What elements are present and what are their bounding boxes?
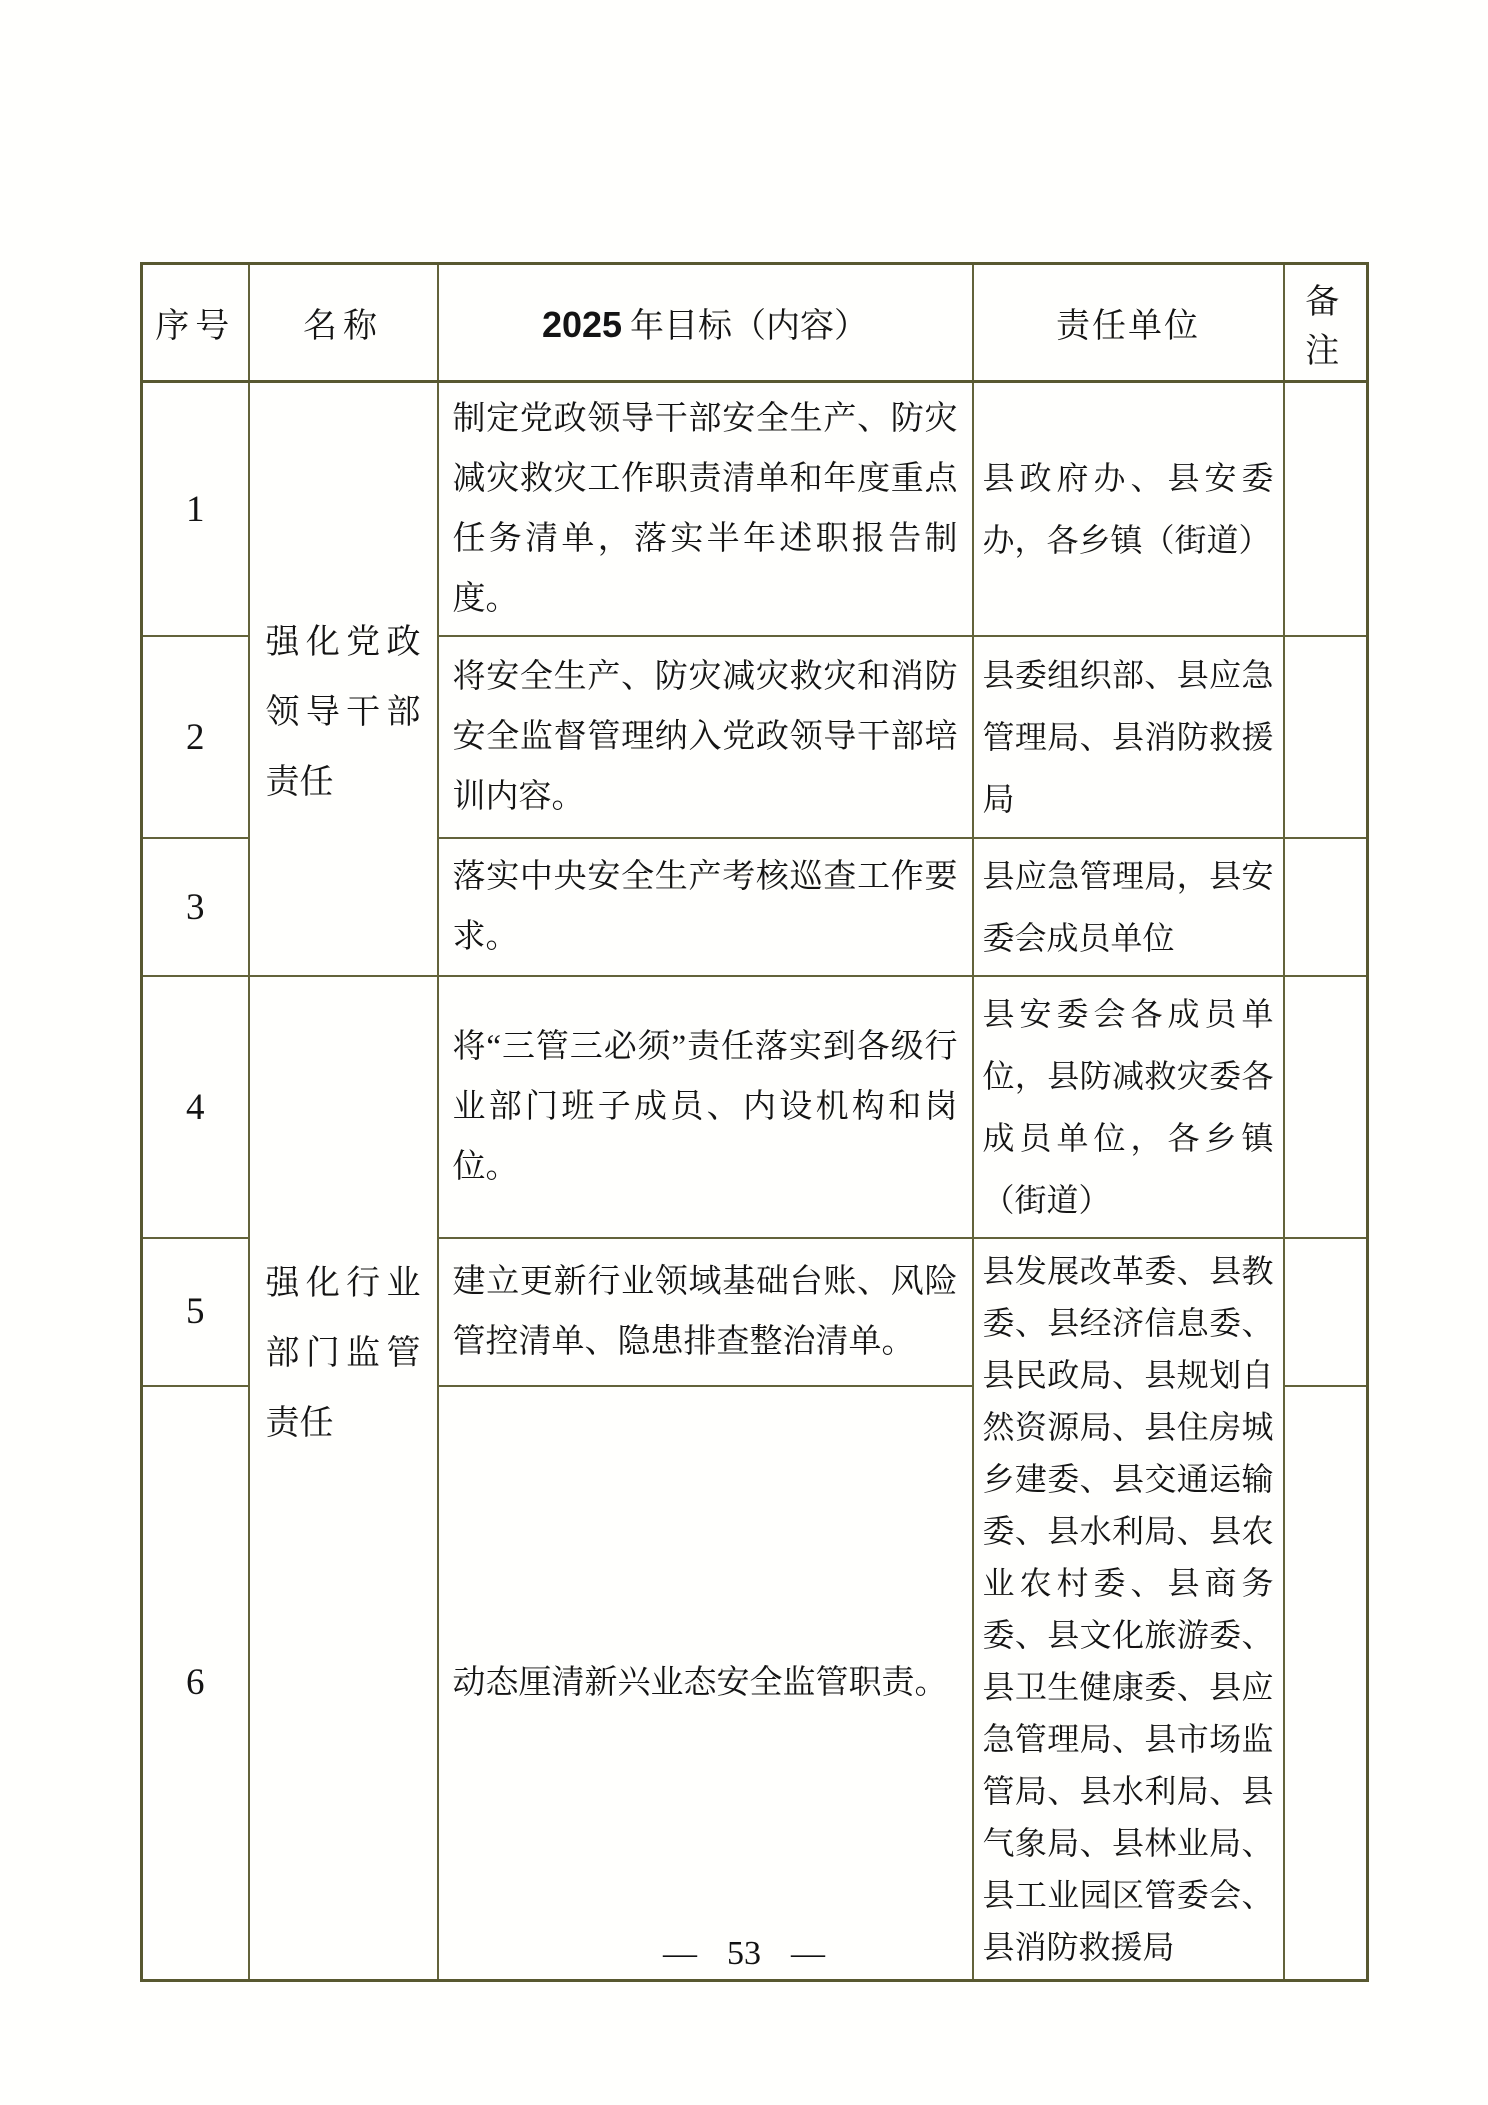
- remark-cell: [1284, 838, 1368, 976]
- row-number: 4: [142, 976, 249, 1238]
- unit-cell: 县政府办、县安委办，各乡镇（街道）: [973, 382, 1284, 637]
- group-name-cell: 强化行业部门监管责任: [249, 976, 438, 1981]
- footer-dash-right: —: [791, 1935, 825, 1972]
- unit-cell: 县委组织部、县应急管理局、县消防救援局: [973, 636, 1284, 838]
- unit-cell: 县安委会各成员单位，县防减救灾委各成员单位，各乡镇（街道）: [973, 976, 1284, 1238]
- responsibility-table: [140, 262, 1369, 1982]
- unit-cell-merged: 县发展改革委、县教委、县经济信息委、县民政局、县规划自然资源局、县住房城乡建委、县交通运输委、县水利局、县农业农村委、县商务委、县文化旅游委、县卫生健康委、县应急管理局、县市场监管局、县水利局、县气象局、县林业局、县工业园区管委会、县消防救援局: [973, 1238, 1284, 1981]
- remark-cell: [1284, 976, 1368, 1238]
- remark-cell: [1284, 1238, 1368, 1386]
- row-number: 5: [142, 1238, 249, 1386]
- footer-dash-left: —: [663, 1935, 697, 1972]
- header-goal-rest: 年目标（内容）: [630, 308, 869, 345]
- header-goal-year: 2025: [541, 304, 623, 345]
- group-name-cell: 强化党政领导干部责任: [249, 382, 438, 977]
- header-cell-goal: [438, 264, 973, 382]
- footer-page-number: 53: [727, 1935, 761, 1972]
- header-cell-name: 名称: [249, 264, 438, 382]
- header-cell-no: 序号: [142, 264, 249, 382]
- goal-cell: 落实中央安全生产考核巡查工作要求。: [438, 838, 973, 976]
- header-cell-remark: 备注: [1284, 264, 1368, 382]
- remark-cell: [1284, 382, 1368, 637]
- row-number: 2: [142, 636, 249, 838]
- goal-cell: 将“三管三必须”责任落实到各级行业部门班子成员、内设机构和岗位。: [438, 976, 973, 1238]
- remark-cell: [1284, 636, 1368, 838]
- remark-cell: [1284, 1386, 1368, 1981]
- row-number: 6: [142, 1386, 249, 1981]
- table-header-row: [142, 264, 1368, 382]
- goal-cell: 动态厘清新兴业态安全监管职责。: [438, 1386, 973, 1981]
- page-footer: [0, 1935, 1488, 1973]
- goal-cell: 建立更新行业领域基础台账、风险管控清单、隐患排查整治清单。: [438, 1238, 973, 1386]
- goal-cell: 将安全生产、防灾减灾救灾和消防安全监督管理纳入党政领导干部培训内容。: [438, 636, 973, 838]
- goal-cell: 制定党政领导干部安全生产、防灾减灾救灾工作职责清单和年度重点任务清单，落实半年述职报告制度。: [438, 382, 973, 637]
- table-row: [142, 382, 1368, 637]
- row-number: 3: [142, 838, 249, 976]
- header-cell-unit: 责任单位: [973, 264, 1284, 382]
- table-row: [142, 976, 1368, 1238]
- row-number: 1: [142, 382, 249, 637]
- unit-cell: 县应急管理局，县安委会成员单位: [973, 838, 1284, 976]
